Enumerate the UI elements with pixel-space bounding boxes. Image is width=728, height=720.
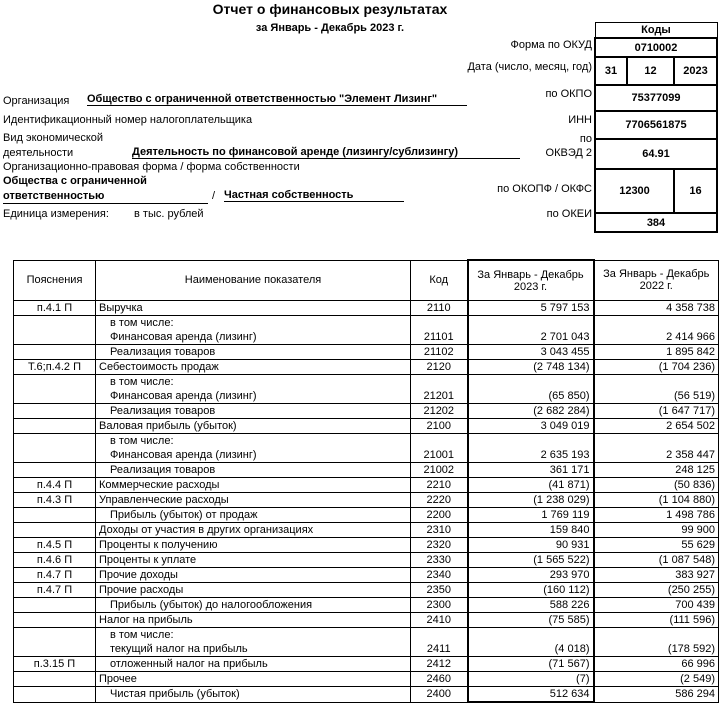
row-code: 2330 <box>411 553 468 568</box>
row-name: Коммерческие расходы <box>96 478 411 493</box>
row-note: п.4.7 П <box>14 568 96 583</box>
row-code: 2340 <box>411 568 468 583</box>
unit-label: Единица измерения: <box>3 208 109 220</box>
table-row <box>14 375 719 390</box>
report-title: Отчет о финансовых результатах <box>212 1 448 17</box>
codes-table <box>594 22 718 233</box>
row-name: Финансовая аренда (лизинг) <box>96 330 411 345</box>
activity-label-2: деятельности <box>3 147 74 159</box>
org-label: Организация <box>3 95 70 107</box>
table-row <box>14 523 719 538</box>
activity-label-1: Вид экономической <box>3 132 104 144</box>
row-value-2023 <box>468 434 594 449</box>
row-note <box>14 345 96 360</box>
row-value-2023: (160 112) <box>468 583 594 598</box>
row-name: Прочие доходы <box>96 568 411 583</box>
codes-title: Коды <box>595 23 717 39</box>
okfs-code: 16 <box>674 169 717 213</box>
row-code: 2110 <box>411 301 468 316</box>
row-code <box>411 375 468 390</box>
row-value-2022: 4 358 738 <box>594 301 719 316</box>
form-label: Организационно-правовая форма / форма собственности <box>3 161 300 173</box>
row-value-2023: 512 634 <box>468 687 594 703</box>
table-row <box>14 538 719 553</box>
row-value-2022: (50 836) <box>594 478 719 493</box>
row-value-2022: (2 549) <box>594 672 719 687</box>
row-name: отложенный налог на прибыль <box>96 657 411 672</box>
form-line-2: ответственностью <box>3 190 105 202</box>
row-name: Чистая прибыль (убыток) <box>96 687 411 703</box>
date-day: 31 <box>595 57 627 85</box>
row-code: 21001 <box>411 448 468 463</box>
table-row <box>14 583 719 598</box>
table-row <box>14 316 719 331</box>
row-code: 21002 <box>411 463 468 478</box>
row-code <box>411 316 468 331</box>
row-note: п.4.6 П <box>14 553 96 568</box>
row-note <box>14 389 96 404</box>
row-value-2022: 2 414 966 <box>594 330 719 345</box>
row-value-2022 <box>594 375 719 390</box>
row-name: Выручка <box>96 301 411 316</box>
row-code: 2300 <box>411 598 468 613</box>
row-value-2023: 361 171 <box>468 463 594 478</box>
row-note <box>14 523 96 538</box>
row-name: в том числе: <box>96 434 411 449</box>
date-month: 12 <box>627 57 674 85</box>
header-notes: Пояснения <box>14 260 96 301</box>
row-note <box>14 419 96 434</box>
table-row <box>14 463 719 478</box>
table-row <box>14 493 719 508</box>
row-note <box>14 687 96 703</box>
row-note: п.4.3 П <box>14 493 96 508</box>
row-value-2023: (65 850) <box>468 389 594 404</box>
date-label: Дата (число, месяц, год) <box>467 61 592 73</box>
row-code: 2320 <box>411 538 468 553</box>
row-name: Прочее <box>96 672 411 687</box>
row-note <box>14 404 96 419</box>
row-value-2023: 293 970 <box>468 568 594 583</box>
okved-code: 64.91 <box>595 139 717 169</box>
row-value-2023: (71 567) <box>468 657 594 672</box>
table-row <box>14 657 719 672</box>
header-name: Наименование показателя <box>96 260 411 301</box>
row-value-2022: (56 519) <box>594 389 719 404</box>
row-value-2022: 55 629 <box>594 538 719 553</box>
row-name: текущий налог на прибыль <box>96 642 411 657</box>
okud-code: 0710002 <box>595 38 717 57</box>
form-underline <box>3 203 208 204</box>
row-value-2023: 1 769 119 <box>468 508 594 523</box>
row-value-2023: (1 565 522) <box>468 553 594 568</box>
header-2023: За Январь - Декабрь 2023 г. <box>468 260 594 301</box>
okei-code: 384 <box>595 213 717 232</box>
row-note: п.3.15 П <box>14 657 96 672</box>
row-value-2023 <box>468 375 594 390</box>
row-value-2022: 66 996 <box>594 657 719 672</box>
row-code: 2460 <box>411 672 468 687</box>
row-code <box>411 434 468 449</box>
header-code: Код <box>411 260 468 301</box>
row-value-2023: 5 797 153 <box>468 301 594 316</box>
table-row <box>14 301 719 316</box>
table-row <box>14 389 719 404</box>
row-code: 2410 <box>411 613 468 628</box>
okved-label-1: по <box>579 133 592 145</box>
table-row <box>14 508 719 523</box>
row-name: в том числе: <box>96 628 411 643</box>
row-name: Проценты к получению <box>96 538 411 553</box>
row-value-2023 <box>468 316 594 331</box>
inn-code: 7706561875 <box>595 111 717 139</box>
okpo-label: по ОКПО <box>545 88 592 100</box>
table-row <box>14 404 719 419</box>
table-row <box>14 642 719 657</box>
row-code: 21101 <box>411 330 468 345</box>
row-code: 2210 <box>411 478 468 493</box>
row-code: 2100 <box>411 419 468 434</box>
row-note: п.4.4 П <box>14 478 96 493</box>
row-value-2022 <box>594 434 719 449</box>
table-row <box>14 672 719 687</box>
row-value-2022: 700 439 <box>594 598 719 613</box>
row-name: Валовая прибыль (убыток) <box>96 419 411 434</box>
unit-value: в тыс. рублей <box>134 208 204 220</box>
inn-code-label: ИНН <box>568 114 592 126</box>
row-name: Финансовая аренда (лизинг) <box>96 389 411 404</box>
okopf-label: по ОКОПФ / ОКФС <box>497 183 592 195</box>
okved-label-2: ОКВЭД 2 <box>545 147 592 159</box>
row-note <box>14 672 96 687</box>
row-note: п.4.1 П <box>14 301 96 316</box>
row-value-2022: 1 895 842 <box>594 345 719 360</box>
row-value-2023: (4 018) <box>468 642 594 657</box>
form-line-1: Общества с ограниченной <box>3 175 147 187</box>
row-value-2022: (111 596) <box>594 613 719 628</box>
form-separator: / <box>212 190 216 202</box>
row-code: 21202 <box>411 404 468 419</box>
table-row <box>14 568 719 583</box>
row-note <box>14 375 96 390</box>
report-period: за Январь - Декабрь 2023 г. <box>255 22 405 34</box>
row-name: в том числе: <box>96 316 411 331</box>
row-value-2022: (1 104 880) <box>594 493 719 508</box>
row-note <box>14 330 96 345</box>
okud-label: Форма по ОКУД <box>510 39 592 51</box>
row-code: 2411 <box>411 642 468 657</box>
row-value-2023: 588 226 <box>468 598 594 613</box>
row-value-2022: 99 900 <box>594 523 719 538</box>
inn-label: Идентификационный номер налогоплательщика <box>3 114 253 126</box>
row-value-2023: 159 840 <box>468 523 594 538</box>
row-value-2023: (2 682 284) <box>468 404 594 419</box>
table-row <box>14 478 719 493</box>
row-value-2023: (41 871) <box>468 478 594 493</box>
row-value-2022: 1 498 786 <box>594 508 719 523</box>
table-row <box>14 613 719 628</box>
row-code: 2400 <box>411 687 468 703</box>
row-note: п.4.5 П <box>14 538 96 553</box>
row-note <box>14 628 96 643</box>
row-value-2023: (2 748 134) <box>468 360 594 375</box>
table-row <box>14 598 719 613</box>
row-name: Реализация товаров <box>96 463 411 478</box>
row-value-2022: (1 647 717) <box>594 404 719 419</box>
table-row <box>14 687 719 703</box>
row-name: Налог на прибыль <box>96 613 411 628</box>
row-note <box>14 434 96 449</box>
row-note <box>14 448 96 463</box>
header-2022: За Январь - Декабрь 2022 г. <box>594 260 719 301</box>
row-code <box>411 628 468 643</box>
table-row <box>14 448 719 463</box>
row-code: 2310 <box>411 523 468 538</box>
table-row <box>14 345 719 360</box>
row-code: 21102 <box>411 345 468 360</box>
date-year: 2023 <box>674 57 717 85</box>
row-name: в том числе: <box>96 375 411 390</box>
okpo-code: 75377099 <box>595 85 717 111</box>
row-value-2023: 90 931 <box>468 538 594 553</box>
okei-label: по ОКЕИ <box>546 208 592 220</box>
ownership-value: Частная собственность <box>224 189 404 202</box>
row-value-2023: 3 043 455 <box>468 345 594 360</box>
row-value-2022: (1 087 548) <box>594 553 719 568</box>
activity-value: Деятельность по финансовой аренде (лизингу/сублизингу) <box>132 146 520 159</box>
row-value-2023: (1 238 029) <box>468 493 594 508</box>
row-name: Прочие расходы <box>96 583 411 598</box>
row-note: Т.6;п.4.2 П <box>14 360 96 375</box>
table-row <box>14 553 719 568</box>
row-code: 21201 <box>411 389 468 404</box>
okopf-code: 12300 <box>595 169 674 213</box>
row-note <box>14 508 96 523</box>
row-note <box>14 598 96 613</box>
row-value-2022: 383 927 <box>594 568 719 583</box>
row-name: Доходы от участия в других организациях <box>96 523 411 538</box>
row-value-2022 <box>594 316 719 331</box>
row-value-2023: 3 049 019 <box>468 419 594 434</box>
row-name: Реализация товаров <box>96 404 411 419</box>
row-note <box>14 613 96 628</box>
table-row <box>14 360 719 375</box>
table-row <box>14 330 719 345</box>
row-value-2023: 2 635 193 <box>468 448 594 463</box>
row-value-2023: (75 585) <box>468 613 594 628</box>
row-code: 2200 <box>411 508 468 523</box>
row-name: Проценты к уплате <box>96 553 411 568</box>
table-row <box>14 419 719 434</box>
row-value-2022: 2 654 502 <box>594 419 719 434</box>
row-value-2022: (1 704 236) <box>594 360 719 375</box>
row-code: 2120 <box>411 360 468 375</box>
row-code: 2350 <box>411 583 468 598</box>
row-value-2022: 2 358 447 <box>594 448 719 463</box>
row-note <box>14 463 96 478</box>
org-name: Общество с ограниченной ответственностью "Элемент Лизинг" <box>87 93 467 106</box>
row-name: Реализация товаров <box>96 345 411 360</box>
row-value-2023: 2 701 043 <box>468 330 594 345</box>
row-value-2022: 586 294 <box>594 687 719 703</box>
row-name: Себестоимость продаж <box>96 360 411 375</box>
financial-results-table <box>13 259 719 703</box>
table-row <box>14 434 719 449</box>
row-value-2022 <box>594 628 719 643</box>
row-note <box>14 316 96 331</box>
row-name: Управленческие расходы <box>96 493 411 508</box>
row-value-2022: 248 125 <box>594 463 719 478</box>
row-name: Финансовая аренда (лизинг) <box>96 448 411 463</box>
row-code: 2220 <box>411 493 468 508</box>
row-note: п.4.7 П <box>14 583 96 598</box>
row-name: Прибыль (убыток) от продаж <box>96 508 411 523</box>
row-name: Прибыль (убыток) до налогообложения <box>96 598 411 613</box>
row-code: 2412 <box>411 657 468 672</box>
row-value-2023: (7) <box>468 672 594 687</box>
table-row <box>14 628 719 643</box>
row-value-2022: (250 255) <box>594 583 719 598</box>
row-value-2023 <box>468 628 594 643</box>
row-note <box>14 642 96 657</box>
row-value-2022: (178 592) <box>594 642 719 657</box>
